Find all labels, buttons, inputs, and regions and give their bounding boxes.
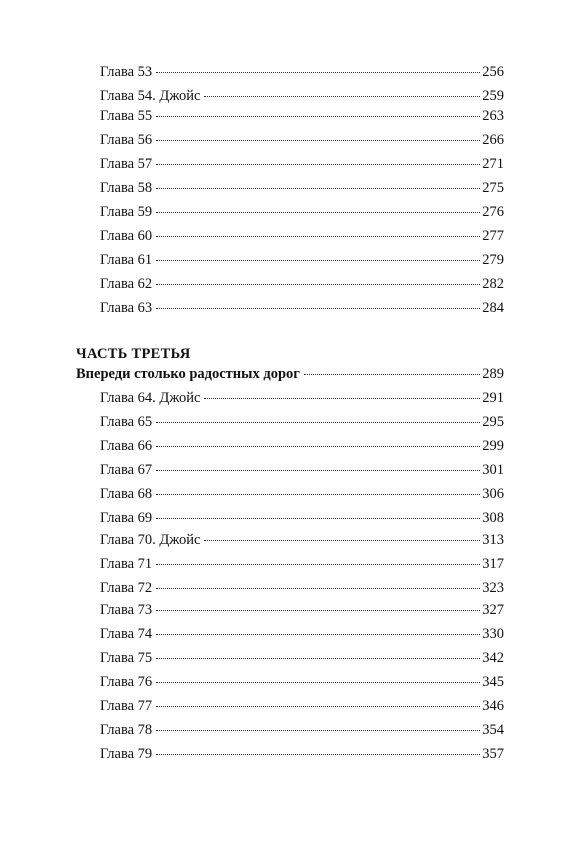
toc-entry-page: 291	[482, 390, 504, 406]
dot-leader	[156, 116, 480, 117]
toc-entry[interactable]	[100, 554, 504, 574]
toc-entry-page: 276	[482, 204, 504, 220]
toc-entry[interactable]	[100, 720, 504, 740]
toc-entry[interactable]	[100, 578, 504, 598]
toc-entry-label: Глава 75	[100, 650, 153, 666]
dot-leader	[156, 610, 480, 611]
dot-leader	[156, 284, 480, 285]
toc-entry-label: Глава 78	[100, 722, 153, 738]
toc-entry[interactable]	[100, 508, 504, 528]
toc-entry-label: Глава 53	[100, 64, 153, 80]
dot-leader	[304, 374, 480, 375]
dot-leader	[204, 398, 480, 399]
toc-entry[interactable]	[100, 672, 504, 692]
dot-leader	[156, 308, 480, 309]
dot-leader	[156, 682, 480, 683]
toc-entry[interactable]	[100, 202, 504, 222]
dot-leader	[156, 518, 480, 519]
toc-entry-page: 277	[482, 228, 504, 244]
toc-entry-page: 279	[482, 252, 504, 268]
toc-entry[interactable]	[100, 648, 504, 668]
toc-entry-label: Глава 57	[100, 156, 153, 172]
dot-leader	[156, 446, 480, 447]
dot-leader	[156, 706, 480, 707]
toc-entry[interactable]	[100, 250, 504, 270]
toc-entry-page: 263	[482, 108, 504, 124]
dot-leader	[156, 494, 480, 495]
toc-entry[interactable]	[100, 744, 504, 764]
toc-entry-page: 301	[482, 462, 504, 478]
part-subtitle-page: 289	[482, 366, 504, 382]
toc-entry-label: Глава 63	[100, 300, 153, 316]
toc-entry-label: Глава 70. Джойс	[100, 532, 201, 548]
toc-entry[interactable]	[100, 460, 504, 480]
toc-entry-label: Глава 69	[100, 510, 153, 526]
toc-entry[interactable]	[100, 624, 504, 644]
dot-leader	[156, 470, 480, 471]
part-subtitle-entry[interactable]	[76, 364, 504, 384]
toc-entry-page: 330	[482, 626, 504, 642]
toc-entry[interactable]	[100, 154, 504, 174]
toc-entry-page: 313	[482, 532, 504, 548]
toc-entry[interactable]	[100, 412, 504, 432]
dot-leader	[156, 140, 480, 141]
toc-entry-page: 282	[482, 276, 504, 292]
dot-leader	[156, 422, 480, 423]
toc-entry-label: Глава 54. Джойс	[100, 88, 201, 104]
toc-entry[interactable]	[100, 436, 504, 456]
dot-leader	[156, 72, 480, 73]
dot-leader	[156, 658, 480, 659]
toc-entry-label: Глава 55	[100, 108, 153, 124]
toc-entry[interactable]	[100, 298, 504, 318]
toc-entry-label: Глава 59	[100, 204, 153, 220]
dot-leader	[156, 260, 480, 261]
dot-leader	[156, 754, 480, 755]
toc-entry-page: 275	[482, 180, 504, 196]
toc-entry-label: Глава 77	[100, 698, 153, 714]
dot-leader	[156, 188, 480, 189]
toc-entry[interactable]	[100, 600, 504, 620]
toc-entry-label: Глава 72	[100, 580, 153, 596]
toc-entry-label: Глава 68	[100, 486, 153, 502]
dot-leader	[204, 540, 480, 541]
toc-entry-page: 345	[482, 674, 504, 690]
toc-entry[interactable]	[100, 388, 504, 408]
toc-entry-label: Глава 65	[100, 414, 153, 430]
dot-leader	[156, 634, 480, 635]
toc-entry-label: Глава 58	[100, 180, 153, 196]
toc-entry-page: 295	[482, 414, 504, 430]
toc-entry-page: 357	[482, 746, 504, 762]
toc-entry-page: 256	[482, 64, 504, 80]
toc-entry[interactable]	[100, 274, 504, 294]
toc-entry-page: 346	[482, 698, 504, 714]
toc-entry[interactable]	[100, 226, 504, 246]
toc-entry-label: Глава 74	[100, 626, 153, 642]
toc-entry-label: Глава 64. Джойс	[100, 390, 201, 406]
toc-entry-page: 323	[482, 580, 504, 596]
dot-leader	[156, 236, 480, 237]
part-subtitle-label: Впереди столько радостных дорог	[76, 366, 300, 382]
toc-entry-label: Глава 60	[100, 228, 153, 244]
toc-entry-label: Глава 62	[100, 276, 153, 292]
toc-entry-page: 327	[482, 602, 504, 618]
toc-entry-label: Глава 76	[100, 674, 153, 690]
dot-leader	[204, 96, 480, 97]
toc-entry-label: Глава 67	[100, 462, 153, 478]
toc-entry-page: 284	[482, 300, 504, 316]
toc-entry-page: 259	[482, 88, 504, 104]
toc-entry[interactable]	[100, 178, 504, 198]
dot-leader	[156, 730, 480, 731]
toc-entry-page: 354	[482, 722, 504, 738]
toc-entry-page: 271	[482, 156, 504, 172]
toc-entry-page: 266	[482, 132, 504, 148]
toc-entry-label: Глава 61	[100, 252, 153, 268]
toc-entry-page: 299	[482, 438, 504, 454]
toc-entry[interactable]	[100, 130, 504, 150]
toc-entry-label: Глава 79	[100, 746, 153, 762]
dot-leader	[156, 564, 480, 565]
toc-entry[interactable]	[100, 696, 504, 716]
toc-entry[interactable]	[100, 106, 504, 126]
toc-entry[interactable]	[100, 86, 504, 106]
dot-leader	[156, 212, 480, 213]
toc-entry-label: Глава 73	[100, 602, 153, 618]
toc-entry-label: Глава 66	[100, 438, 153, 454]
toc-entry[interactable]	[100, 62, 504, 82]
part-title: ЧАСТЬ ТРЕТЬЯ	[76, 346, 191, 362]
toc-entry-page: 342	[482, 650, 504, 666]
toc-entry-page: 317	[482, 556, 504, 572]
toc-entry[interactable]	[100, 530, 504, 550]
dot-leader	[156, 588, 480, 589]
toc-entry-label: Глава 56	[100, 132, 153, 148]
toc-entry-page: 306	[482, 486, 504, 502]
toc-entry-label: Глава 71	[100, 556, 153, 572]
toc-entry-page: 308	[482, 510, 504, 526]
dot-leader	[156, 164, 480, 165]
toc-entry[interactable]	[100, 484, 504, 504]
